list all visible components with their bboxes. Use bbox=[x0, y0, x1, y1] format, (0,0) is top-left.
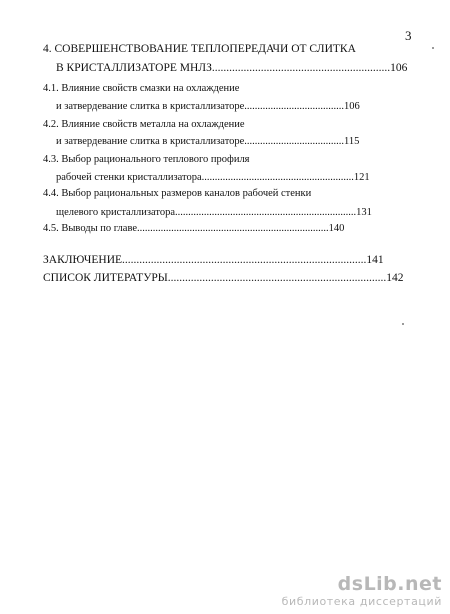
scan-speck bbox=[402, 323, 404, 325]
scan-speck bbox=[432, 47, 434, 49]
toc-section-4-4-title: 4.4. Выбор рациональных размеров каналов рабочей стенки bbox=[43, 188, 312, 199]
toc-conclusion-line: ЗАКЛЮЧЕНИЕ.....................................................................................141 bbox=[43, 254, 384, 266]
toc-chapter-4-heading: 4. СОВЕРШЕНСТВОВАНИЕ ТЕПЛОПЕРЕДАЧИ ОТ СЛИТКА bbox=[43, 43, 356, 55]
watermark-logo: dsLib.net bbox=[337, 573, 442, 595]
toc-section-4-2-line: и затвердевание слитка в кристаллизаторе......................................115 bbox=[56, 136, 360, 147]
toc-section-4-2-title: 4.2. Влияние свойств металла на охлаждение bbox=[43, 119, 245, 130]
toc-section-4-4-line: щелевого кристаллизатора.....................................................................131 bbox=[56, 207, 372, 218]
toc-section-4-3-title: 4.3. Выбор рационального теплового профиля bbox=[43, 154, 250, 165]
page-number: 3 bbox=[405, 28, 412, 43]
toc-section-4-1-title: 4.1. Влияние свойств смазки на охлаждение bbox=[43, 83, 240, 94]
toc-section-4-1-line: и затвердевание слитка в кристаллизаторе......................................106 bbox=[56, 101, 360, 112]
toc-section-4-5-line: 4.5. Выводы по главе.........................................................................140 bbox=[43, 223, 345, 234]
toc-references-line: СПИСОК ЛИТЕРАТУРЫ............................................................................142 bbox=[43, 272, 404, 284]
toc-chapter-4-title-line: В КРИСТАЛЛИЗАТОРЕ МНЛЗ..............................................................106 bbox=[56, 62, 408, 74]
watermark-tagline: библиотека диссертаций bbox=[281, 595, 442, 608]
watermark bbox=[282, 573, 442, 608]
toc-section-4-3-line: рабочей стенки кристаллизатора..........................................................121 bbox=[56, 172, 370, 183]
